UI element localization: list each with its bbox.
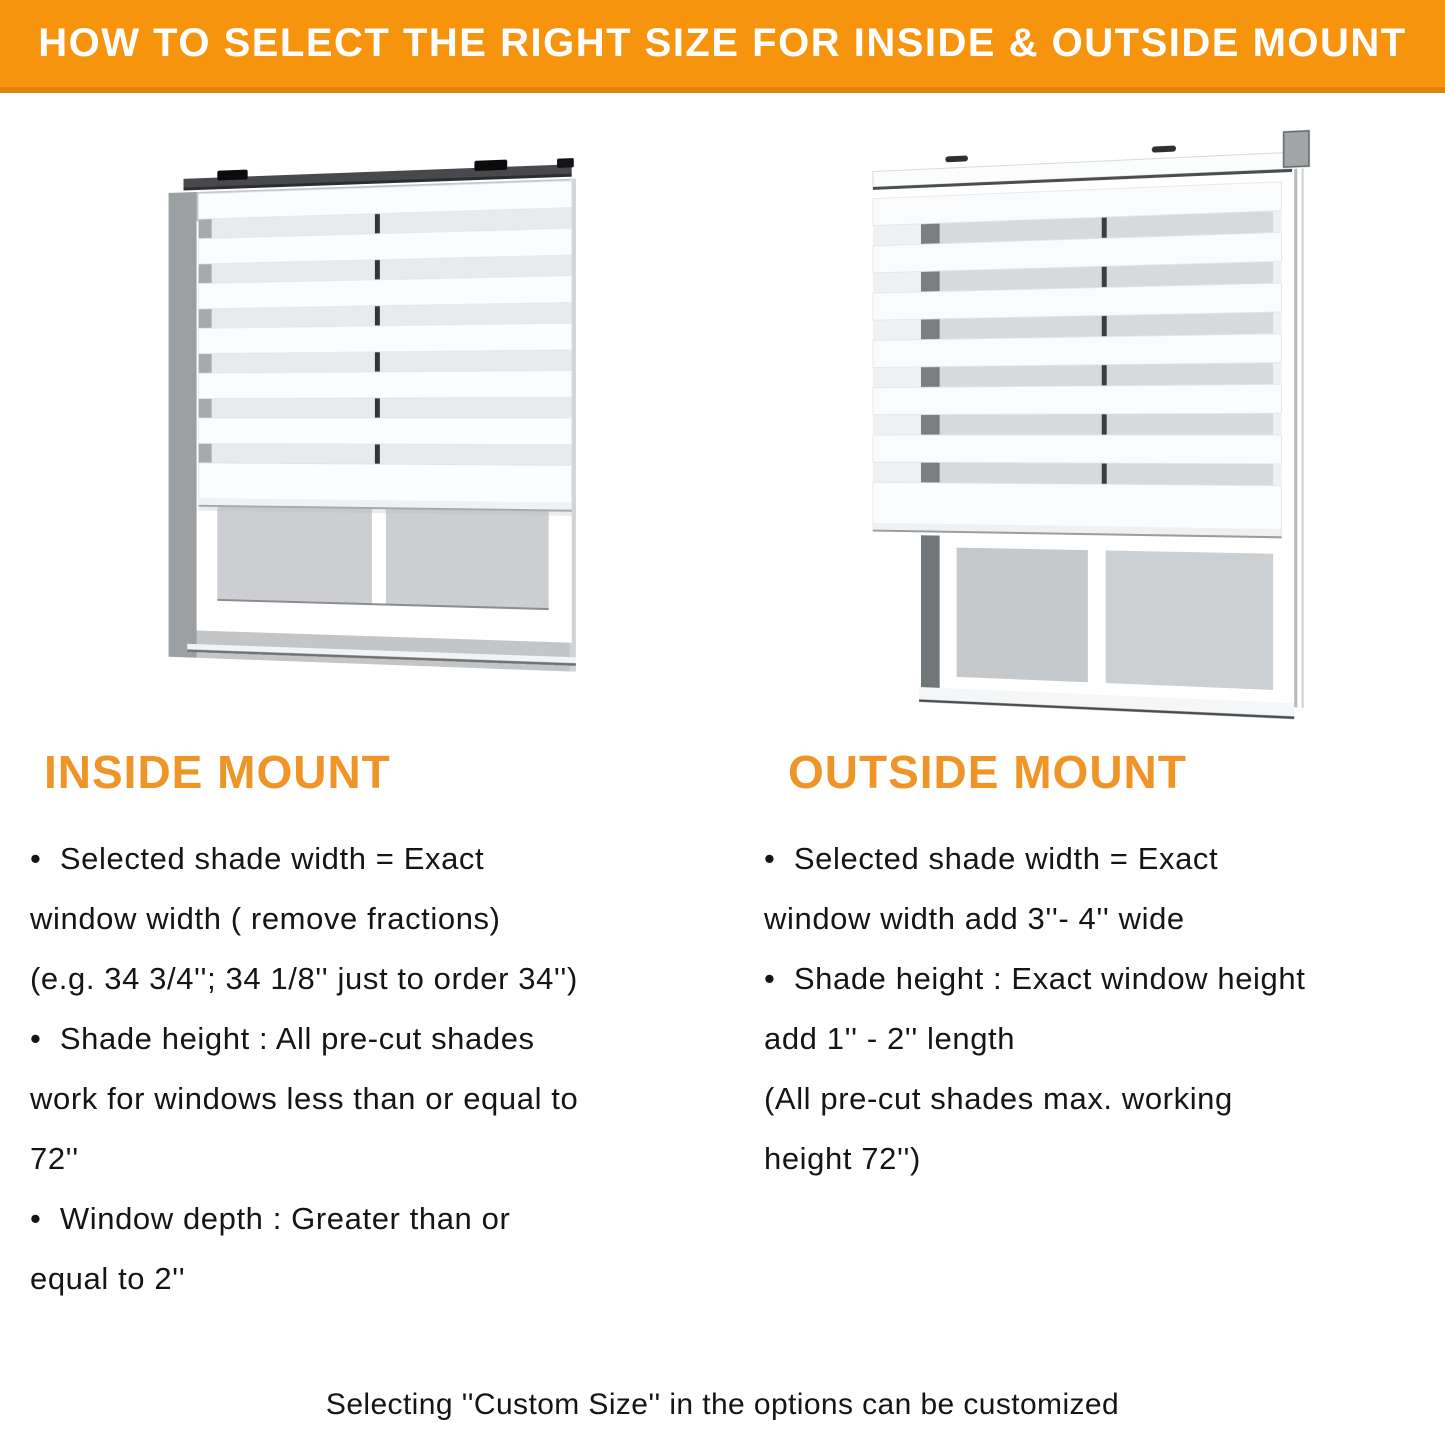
instruction-line: • Selected shade width = Exact [764, 841, 1219, 876]
instruction-line: • Shade height : Exact window height [764, 961, 1306, 996]
mounting-screw-slot [1152, 145, 1176, 152]
custom-size-note: Selecting ''Custom Size'' in the options can be customized [325, 1388, 1120, 1421]
window-glass [1106, 550, 1273, 689]
header-banner [0, 0, 1445, 93]
footer [0, 1388, 1445, 1422]
mounting-clip [217, 170, 247, 181]
outside-mount-instructions [764, 829, 1429, 1189]
outside-mount-window-drawing [867, 127, 1311, 745]
instruction-line: (e.g. 34 3/4''; 34 1/8'' just to order 34'') [30, 961, 578, 996]
side-channel [1294, 169, 1297, 708]
instruction-line: height 72'') [764, 1141, 921, 1176]
instruction-line: (All pre-cut shades max. working [764, 1081, 1233, 1116]
inside-mount-heading: INSIDE MOUNT [44, 746, 391, 798]
instruction-line: equal to 2'' [30, 1261, 186, 1296]
mounting-clip [474, 160, 507, 171]
outside-mount-section [764, 746, 1429, 1189]
inside-mount-illustration [165, 141, 580, 698]
page-title: HOW TO SELECT THE RIGHT SIZE FOR INSIDE & OUTSIDE MOUNT [38, 21, 1407, 65]
instruction-line: • Shade height : All pre-cut shades [30, 1021, 535, 1056]
rail-end-cap [1284, 131, 1309, 167]
inside-mount-window-drawing [165, 141, 580, 698]
instruction-line: window width ( remove fractions) [30, 901, 501, 936]
inside-mount-instructions [30, 829, 720, 1309]
window-left-jamb [921, 535, 940, 690]
instruction-line: • Selected shade width = Exact [30, 841, 485, 876]
window-left-jamb [169, 192, 197, 658]
mounting-screw-slot [945, 155, 968, 162]
headrail-end-cap [557, 158, 574, 168]
outside-mount-heading: OUTSIDE MOUNT [788, 746, 1187, 798]
inside-mount-section [30, 746, 720, 1309]
window-glass [957, 548, 1088, 683]
instruction-line: 72'' [30, 1141, 79, 1176]
instruction-line: • Window depth : Greater than or [30, 1201, 511, 1236]
instruction-line: work for windows less than or equal to [30, 1081, 579, 1116]
mounting-board [873, 152, 1292, 187]
outside-mount-illustration [867, 127, 1311, 745]
instruction-line: window width add 3''- 4'' wide [764, 901, 1185, 936]
instruction-line: add 1'' - 2'' length [764, 1021, 1016, 1056]
